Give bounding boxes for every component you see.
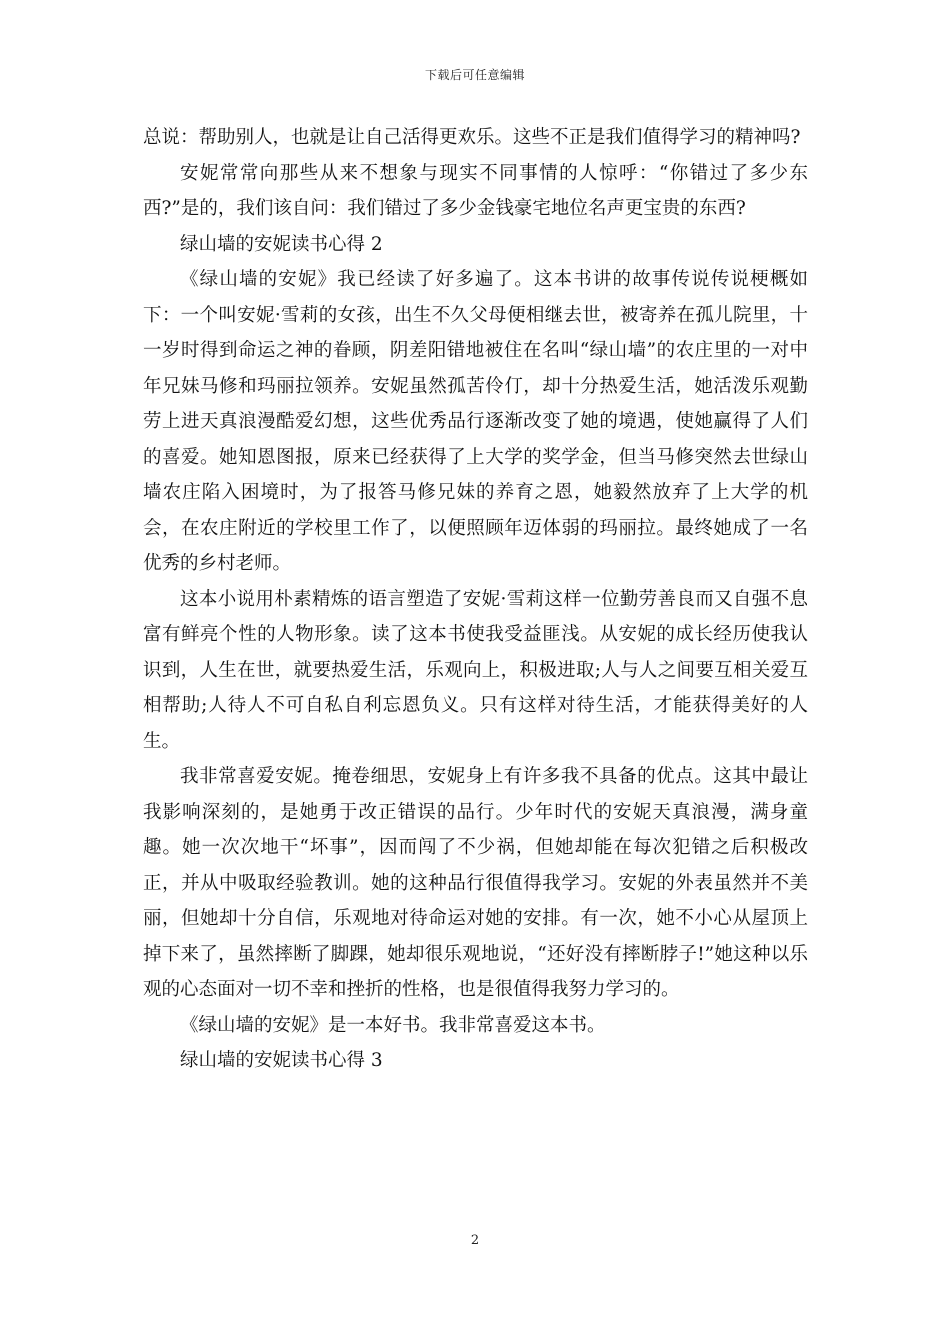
section-heading-2: 绿山墙的安妮读书心得 2 [180,233,383,255]
document-body [143,120,808,1079]
paragraph-anne-quote: 安妮常常向那些从来不想象与现实不同事情的人惊呼：“你错过了多少东西?”是的，我们该自问：我们错过了多少金钱豪宅地位名声更宝贵的东西? [143,162,808,219]
page-header: 下载后可任意编辑 [424,68,525,82]
paragraph-plot-summary: 《绿山墙的安妮》我已经读了好多遍了。这本书讲的故事传说传说梗概如下：一个叫安妮·雪莉的女孩，出生不久父母便相继去世，被寄养在孤儿院里，十一岁时得到命运之神的眷顾，阴差阳错地被住在名叫“绿山墙”的农庄里的一对中年兄妹马修和玛丽拉领养。安妮虽然孤苦伶仃，却十分热爱生活，她活泼乐观勤劳上进天真浪漫酷爱幻想，这些优秀品行逐渐改变了她的境遇，使她赢得了人们的喜爱。她知恩图报，原来已经获得了上大学的奖学金，但当马修突然去世绿山墙农庄陷入困境时，为了报答马修兄妹的养育之恩，她毅然放弃了上大学的机会，在农庄附近的学校里工作了，以便照顾年迈体弱的玛丽拉。最终她成了一名优秀的乡村老师。 [143,269,808,574]
page-number: 2 [470,1233,480,1248]
paragraph-novel-reflection: 这本小说用朴素精炼的语言塑造了安妮·雪莉这样一位勤劳善良而又自强不息富有鲜亮个性的人物形象。读了这本书使我受益匪浅。从安妮的成长经历使我认识到，人生在世，就要热爱生活，乐观向上，积极进取;人与人之间要互相关爱互相帮助;人待人不可自私自利忘恩负义。只有这样对待生活，才能获得美好的人生。 [143,588,808,752]
paragraph-conclusion: 《绿山墙的安妮》是一本好书。我非常喜爱这本书。 [180,1014,606,1036]
paragraph-summary: 总说：帮助别人，也就是让自己活得更欢乐。这些不正是我们值得学习的精神吗? [143,127,801,148]
paragraph-admiration: 我非常喜爱安妮。掩卷细思，安妮身上有许多我不具备的优点。这其中最让我影响深刻的，是她勇于改正错误的品行。少年时代的安妮天真浪漫，满身童趣。她一次次地干“坏事”，因而闯了不少祸，但她却能在每次犯错之后积极改正，并从中吸取经验教训。她的这种品行很值得我学习。安妮的外表虽然并不美丽，但她却十分自信，乐观地对待命运对她的安排。有一次，她不小心从屋顶上掉下来了，虽然摔断了脚踝，她却很乐观地说，“还好没有摔断脖子!”她这种以乐观的心态面对一切不幸和挫折的性格，也是很值得我努力学习的。 [143,766,808,1000]
section-heading-3: 绿山墙的安妮读书心得 3 [180,1050,383,1071]
